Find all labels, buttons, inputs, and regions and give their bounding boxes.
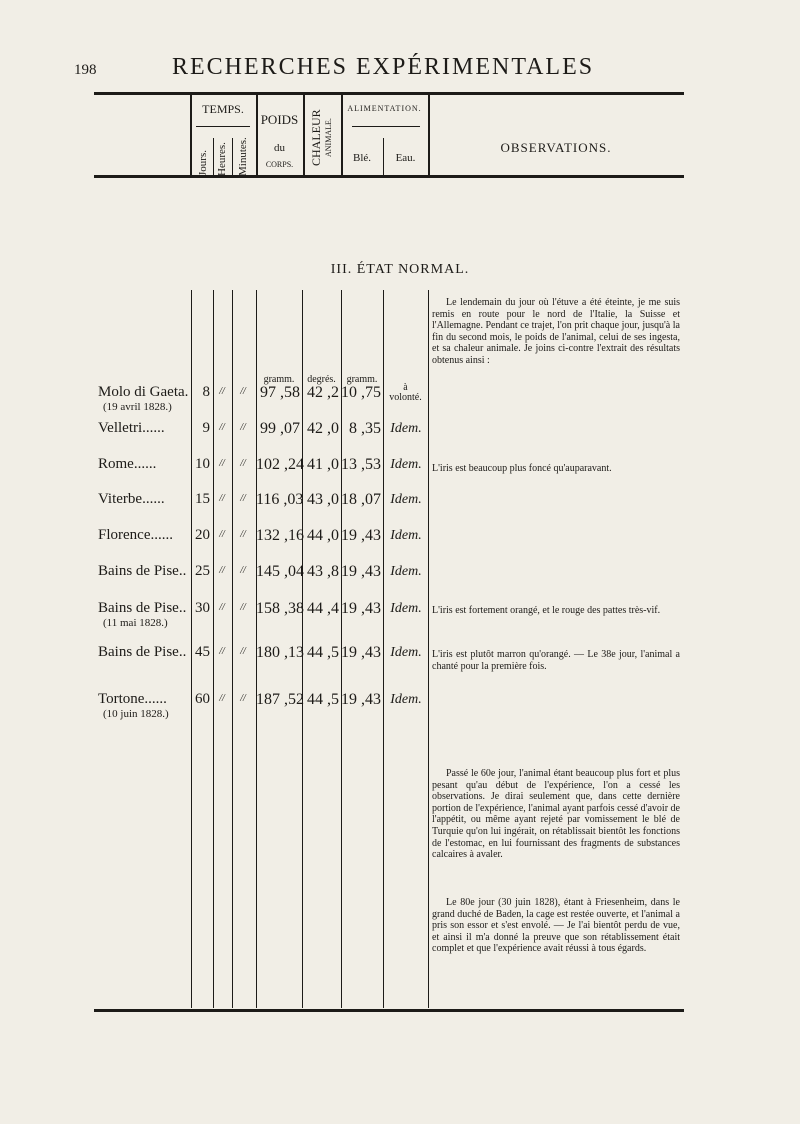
observation-6: Le 80e jour (30 juin 1828), étant à Friesenheim, dans le grand duché de Baden, la cage est restée ouverte, et l'animal a pris son essor et s'est envolé. — Je l'ai bientôt perdu de vue, et ainsi il m'a donné la preuve que son rétablissement était complet et que l'expérience avait réussi à tous égards. [432, 897, 680, 955]
row-minutes: // [240, 386, 246, 397]
row-chaleur: 41 ,0 [307, 456, 339, 473]
header-col-sep [232, 138, 233, 176]
header-temps: TEMPS. [202, 102, 244, 116]
row-eau: Idem. [390, 421, 422, 436]
header-observations: OBSERVATIONS. [500, 140, 612, 155]
row-heures: // [219, 386, 225, 397]
unit-ble: gramm. [346, 374, 378, 385]
row-minutes: // [240, 529, 246, 540]
row-place: Molo di Gaeta. [98, 384, 189, 400]
row-date: (19 avril 1828.) [103, 401, 172, 413]
row-jours: 15 [195, 491, 210, 507]
alimentation-brace [352, 126, 420, 127]
row-eau: Idem. [390, 645, 422, 660]
row-jours: 30 [195, 600, 210, 616]
row-heures: // [219, 529, 225, 540]
header-bottom-rule [94, 175, 684, 178]
row-heures: // [219, 493, 225, 504]
observation-2: L'iris est beaucoup plus foncé qu'auparavant. [432, 463, 612, 474]
header-heures: Heures. [216, 142, 228, 176]
row-chaleur: 43 ,0 [307, 491, 339, 508]
row-ble: 19 ,43 [341, 691, 381, 708]
row-jours: 60 [195, 691, 210, 707]
row-date: (10 juin 1828.) [103, 708, 169, 720]
row-poids: 99 ,07 [260, 420, 300, 437]
header-poids-du: du [274, 142, 285, 154]
row-eau: Idem. [390, 457, 422, 472]
row-ble: 19 ,43 [341, 563, 381, 580]
row-ble: 13 ,53 [341, 456, 381, 473]
row-place: Tortone...... [98, 691, 167, 707]
header-ble: Blé. [352, 152, 372, 164]
header-poids-corps: CORPS. [265, 160, 294, 169]
unit-chaleur: degrés. [307, 374, 336, 385]
header-alimentation: ALIMENTATION. [347, 104, 422, 113]
row-place: Rome...... [98, 456, 157, 472]
header-jours: Jours. [197, 150, 209, 176]
row-poids: 116 ,03 [256, 491, 304, 508]
header-col-sep [213, 138, 214, 176]
row-jours: 45 [195, 644, 210, 660]
row-poids: 187 ,52 [256, 691, 304, 708]
row-poids: 132 ,16 [256, 527, 304, 544]
row-minutes: // [240, 422, 246, 433]
row-chaleur: 43 ,8 [307, 563, 339, 580]
row-minutes: // [240, 693, 246, 704]
row-heures: // [219, 422, 225, 433]
row-eau: Idem. [390, 528, 422, 543]
temps-brace [196, 126, 250, 127]
row-eau: Idem. [390, 492, 422, 507]
row-chaleur: 42 ,0 [307, 420, 339, 437]
row-jours: 20 [195, 527, 210, 543]
row-minutes: // [240, 458, 246, 469]
header-poids: POIDS [260, 112, 299, 127]
row-minutes: // [240, 493, 246, 504]
row-heures: // [219, 565, 225, 576]
row-heures: // [219, 646, 225, 657]
row-place: Bains de Pise.. [98, 600, 187, 616]
header-col-sep [303, 94, 305, 176]
header-minutes: Minutes. [237, 137, 249, 176]
unit-eau-a: à [403, 382, 408, 393]
row-ble: 19 ,43 [341, 527, 381, 544]
row-chaleur: 44 ,5 [307, 644, 339, 661]
observation-5: Passé le 60e jour, l'animal étant beaucoup plus fort et plus pesant qu'au début de l'expérience, l'on a cessé les observations. Je dirai seulement que, dans cette dernière portion de l'expérience, l'animal ayant parfois cessé d'avoir de l'appétit, ou même ayant rejeté par vomissement le blé de Turquie qu'on lui ingérait, on rétablissait bientôt les fonctions de l'estomac, en lui fournissant des fragments de substances calcaires à avaler. [432, 768, 680, 861]
row-jours: 25 [195, 563, 210, 579]
running-head: RECHERCHES EXPÉRIMENTALES [172, 54, 595, 80]
row-poids: 180 ,13 [256, 644, 304, 661]
row-chaleur: 42 ,2 [307, 384, 339, 401]
row-poids: 145 ,04 [256, 563, 304, 580]
row-jours: 9 [202, 420, 210, 436]
row-jours: 10 [195, 456, 210, 472]
row-ble: 10 ,75 [341, 384, 381, 401]
row-minutes: // [240, 646, 246, 657]
row-poids: 158 ,38 [256, 600, 304, 617]
row-heures: // [219, 602, 225, 613]
row-minutes: // [240, 565, 246, 576]
row-eau: Idem. [390, 601, 422, 616]
row-chaleur: 44 ,0 [307, 527, 339, 544]
row-poids: 102 ,24 [256, 456, 304, 473]
row-ble: 8 ,35 [349, 420, 381, 437]
body-col-sep [428, 290, 429, 1008]
header-top-rule [94, 92, 684, 95]
unit-eau-volonte: volonté. [389, 392, 422, 403]
row-chaleur: 44 ,5 [307, 691, 339, 708]
row-chaleur: 44 ,4 [307, 600, 339, 617]
header-chaleur-sub: ANIMALE. [324, 118, 333, 158]
unit-poids: gramm. [263, 374, 295, 385]
row-jours: 8 [202, 384, 210, 400]
row-place: Velletri...... [98, 420, 165, 436]
section-title: III. ÉTAT NORMAL. [330, 262, 470, 277]
row-date: (11 mai 1828.) [103, 617, 168, 629]
observation-3: L'iris est fortement orangé, et le rouge des pattes très-vif. [432, 605, 661, 616]
row-ble: 18 ,07 [341, 491, 381, 508]
row-eau: Idem. [390, 564, 422, 579]
row-poids: 97 ,58 [260, 384, 300, 401]
header-col-sep [428, 94, 430, 176]
header-chaleur: CHALEUR [309, 109, 323, 167]
table-bottom-rule [94, 1009, 684, 1012]
row-heures: // [219, 693, 225, 704]
row-place: Florence...... [98, 527, 173, 543]
page-number: 198 [74, 62, 97, 78]
observation-1: Le lendemain du jour où l'étuve a été éteinte, je me suis remis en route pour le nord de l'Italie, la Suisse et l'Allemagne. Pendant ce trajet, l'on prit chaque jour, jusqu'à la fin du second mois, le poids de l'animal, celui de ses ingesta, et sa chaleur animale. Je joins ci-contre l'extrait des résultats obtenus ainsi : [432, 297, 680, 366]
row-place: Viterbe...... [98, 491, 165, 507]
row-ble: 19 ,43 [341, 600, 381, 617]
header-eau: Eau. [395, 152, 416, 164]
observation-4: L'iris est plutôt marron qu'orangé. — Le 38e jour, l'animal a chanté pour la première fois. [432, 649, 680, 672]
row-ble: 19 ,43 [341, 644, 381, 661]
row-place: Bains de Pise.. [98, 563, 187, 579]
row-eau: Idem. [390, 692, 422, 707]
row-place: Bains de Pise.. [98, 644, 187, 660]
row-minutes: // [240, 602, 246, 613]
row-heures: // [219, 458, 225, 469]
